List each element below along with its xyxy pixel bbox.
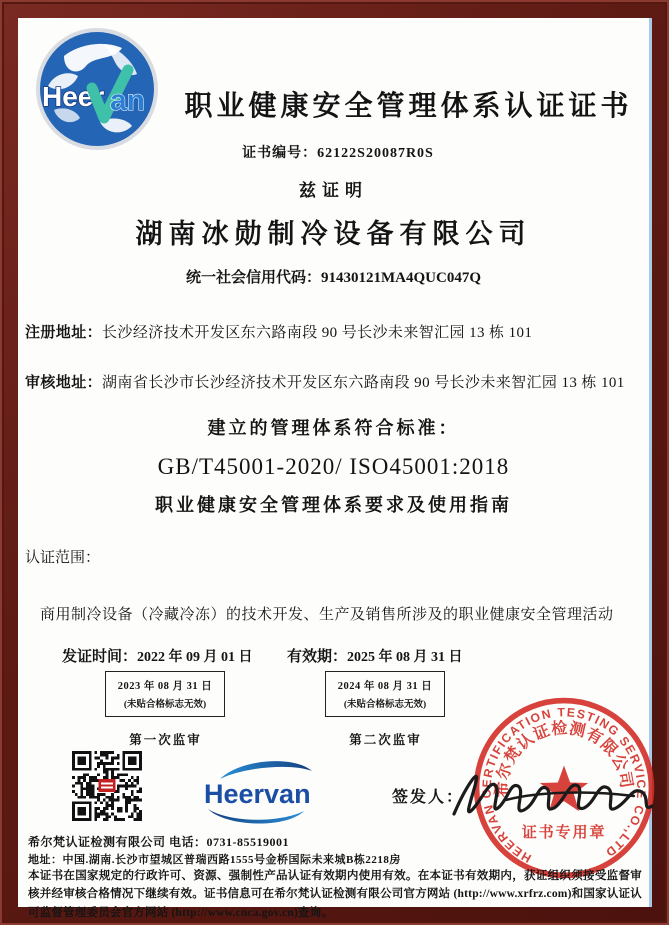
second-audit-note: (未贴合格标志无效) (343, 700, 427, 710)
registered-address-value: 长沙经济技术开发区东六路南段 90 号长沙未来智汇园 13 栋 101 (102, 325, 533, 341)
seal-ring-text-en: HEERVAN CERTIFICATION TESTING SERVICE CO.,LTD (479, 705, 649, 866)
footer-legal-text: 本证书在国家规定的行政许可、资源、强制性产品认证有效期内使用有效。在本证书有效期内，获证组织须接受监督审核并经审核合格情况下继续有效。证书信息可在希尔梵认证检测有限公司官方网站 (http://www.xrfrz.com)和国家认证认可监督管理委员会官方网站 (http://www.cnca.gov.cn)查询。 (28, 870, 642, 919)
scope-text: 商用制冷设备（冷藏冷冻）的技术开发、生产及销售所涉及的职业健康安全管理活动 (40, 607, 614, 623)
company-name: 湖南冰勋制冷设备有限公司 (135, 219, 532, 249)
issuer-signature (446, 756, 662, 839)
registered-address-label: 注册地址： (25, 325, 103, 341)
footer-address-line: 地址：中国.湖南.长沙市望城区普瑞西路1555号金桥国际未来城B栋2218房 (28, 854, 401, 866)
scope-label: 认证范围： (25, 550, 101, 566)
first-audit-date: 2023 年 08 月 31 日 (117, 681, 213, 692)
audit-address-value: 湖南省长沙市长沙经济技术开发区东六路南段 90 号长沙未来智汇园 13 栋 101 (102, 375, 625, 391)
expiry-date-label: 有效期： (287, 649, 348, 665)
footer-company-line: 希尔梵认证检测有限公司 电话：0731-85519001 (28, 835, 289, 849)
standard-heading: 建立的管理体系符合标准： (207, 418, 460, 438)
first-audit-note: (未贴合格标志无效) (123, 700, 207, 710)
wordmark-text: Heervan (204, 779, 311, 809)
logo-text-an: an (110, 84, 146, 117)
credit-code-line (18, 266, 649, 287)
registered-address-line (25, 321, 532, 342)
qr-code (72, 751, 142, 826)
seal-ring-text-cn: 希尔梵认证检测有限公司 (493, 720, 635, 798)
heervan-globe-logo-icon (34, 26, 160, 157)
certificate-number-label: 证书编号： (242, 146, 318, 161)
first-audit-caption: 第一次监审 (129, 733, 202, 747)
certify-intro: 兹证明 (299, 181, 368, 200)
logo-text-heer: Heer (42, 81, 105, 112)
credit-code-label: 统一社会信用代码： (185, 270, 321, 286)
issue-date-value: 2022 年 09 月 01 日 (137, 650, 253, 665)
audit-address-line (25, 371, 625, 392)
expiry-date-line (287, 645, 463, 666)
issuer-label: 签发人： (392, 789, 465, 806)
audit-address-label: 审核地址： (25, 375, 103, 391)
issue-date-label: 发证时间： (62, 649, 138, 665)
standard-name: 职业健康安全管理体系要求及使用指南 (155, 495, 512, 515)
certificate-title: 职业健康安全管理体系认证证书 (184, 91, 633, 122)
seal-caption: 证书专用章 (521, 824, 607, 841)
heervan-wordmark-logo-icon (198, 755, 324, 840)
credit-code-value: 91430121MA4QUC047Q (321, 270, 481, 286)
first-audit-box (105, 671, 225, 717)
certificate-number-line (18, 142, 658, 162)
second-audit-date: 2024 年 08 月 31 日 (337, 681, 433, 692)
certificate-number-value: 62122S20087R0S (317, 146, 434, 161)
certificate-page (18, 18, 649, 919)
expiry-date-value: 2025 年 08 月 31 日 (347, 650, 463, 665)
second-audit-box (325, 671, 445, 717)
issue-date-line (62, 645, 253, 666)
standard-code: GB/T45001-2020/ ISO45001:2018 (157, 454, 510, 479)
second-audit-caption: 第二次监审 (349, 733, 422, 747)
